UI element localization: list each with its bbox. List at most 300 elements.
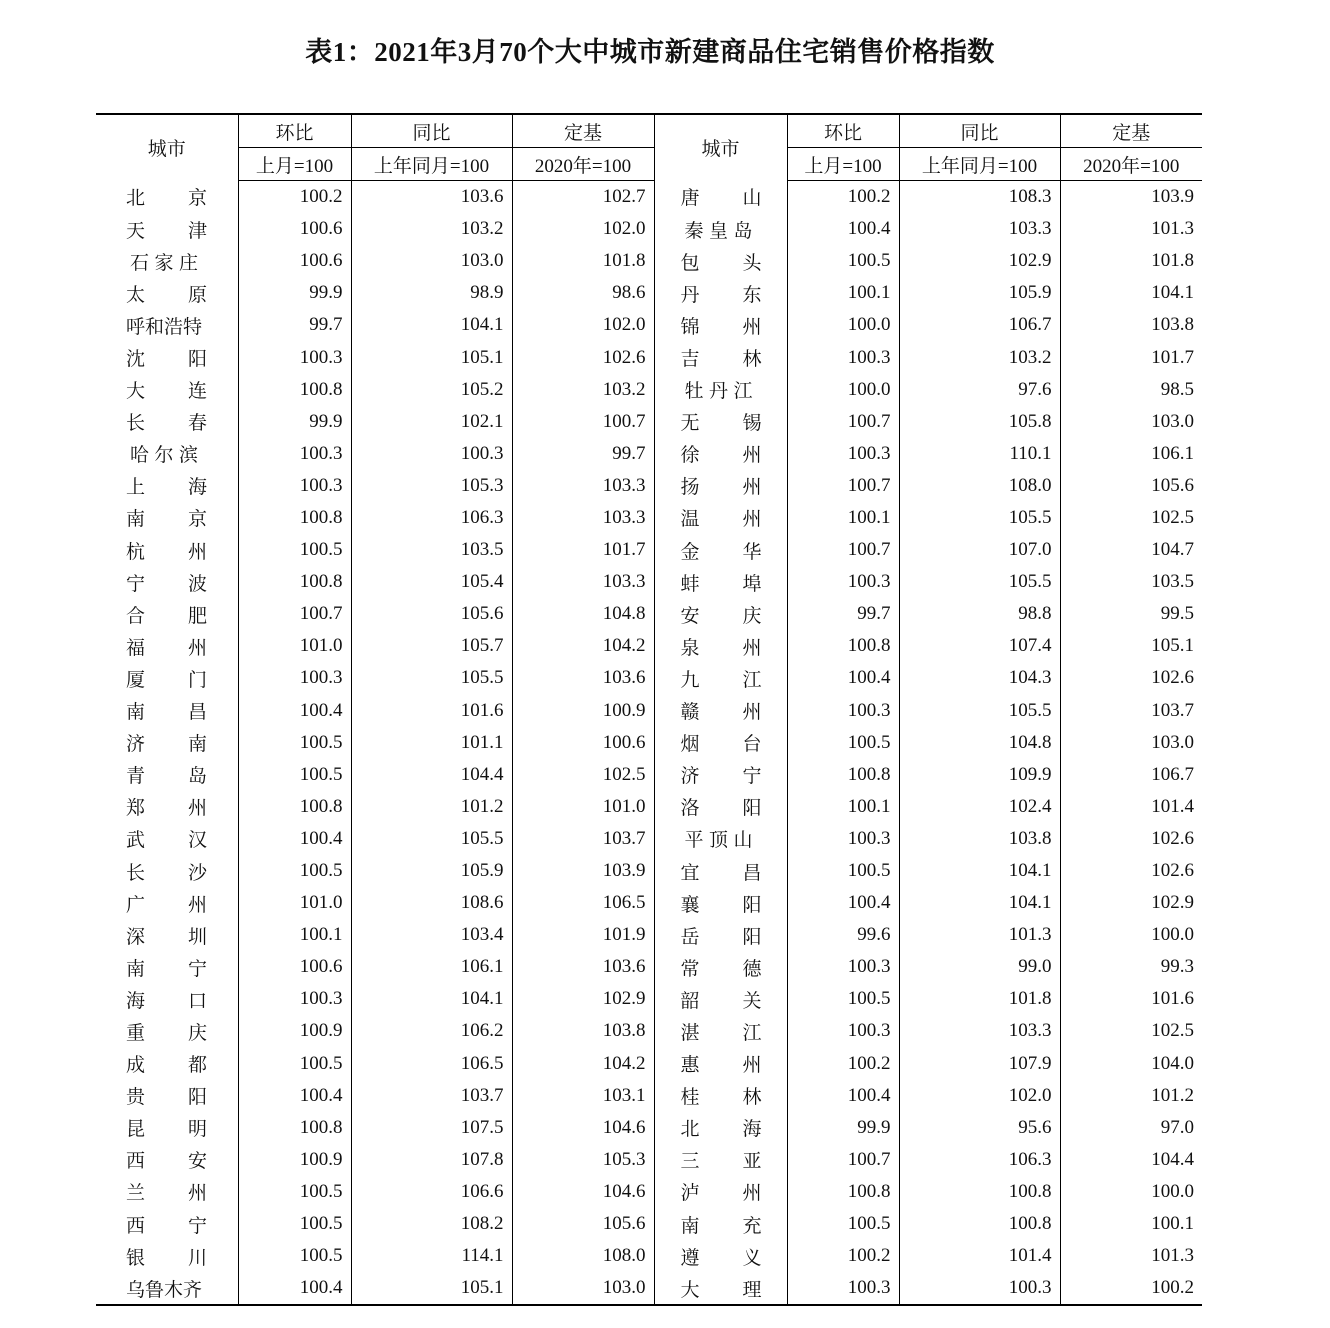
city-char: 山 bbox=[733, 830, 753, 852]
city-char: 埠 bbox=[742, 573, 762, 595]
city-name-right bbox=[681, 1082, 762, 1109]
city-char: 明 bbox=[187, 1119, 207, 1141]
city-char: 北 bbox=[126, 188, 146, 210]
city-char: 海 bbox=[126, 990, 146, 1012]
city-name-left-cell bbox=[96, 630, 238, 662]
city-name-right bbox=[681, 1018, 762, 1045]
base-value-left: 102.5 bbox=[512, 759, 654, 791]
city-name-left: 乌鲁木齐 bbox=[126, 1279, 203, 1301]
city-char: 宁 bbox=[742, 766, 762, 788]
mom-value-left: 100.8 bbox=[238, 502, 351, 534]
city-char: 长 bbox=[126, 862, 146, 884]
yoy-value-right: 100.8 bbox=[899, 1176, 1060, 1208]
city-char: 州 bbox=[742, 477, 762, 499]
base-value-right: 106.7 bbox=[1060, 759, 1202, 791]
city-char: 石 bbox=[130, 252, 150, 274]
city-name-right-cell bbox=[654, 1112, 787, 1144]
city-char: 金 bbox=[680, 541, 700, 563]
city-char: 太 bbox=[126, 284, 146, 306]
city-char: 济 bbox=[680, 766, 700, 788]
city-char: 九 bbox=[680, 669, 700, 691]
city-char: 江 bbox=[742, 1022, 762, 1044]
base-value-right: 101.6 bbox=[1060, 983, 1202, 1015]
city-name-right-cell bbox=[654, 598, 787, 630]
city-name-right-cell bbox=[654, 566, 787, 598]
mom-value-right: 100.5 bbox=[787, 855, 899, 887]
city-char: 泉 bbox=[680, 637, 700, 659]
city-char: 哈 bbox=[130, 445, 150, 467]
city-name-left bbox=[126, 1018, 207, 1045]
city-name-right bbox=[681, 537, 762, 564]
city-name-left-cell bbox=[96, 470, 238, 502]
city-name-left bbox=[126, 1050, 207, 1077]
yoy-value-right: 103.3 bbox=[899, 213, 1060, 245]
yoy-value-right: 102.9 bbox=[899, 245, 1060, 277]
city-char: 头 bbox=[742, 252, 762, 274]
base-value-right: 101.7 bbox=[1060, 341, 1202, 373]
city-char: 南 bbox=[126, 958, 146, 980]
city-name-left-cell bbox=[96, 406, 238, 438]
mom-value-right: 100.4 bbox=[787, 213, 899, 245]
city-name-left bbox=[126, 601, 207, 628]
city-char: 贵 bbox=[126, 1087, 146, 1109]
mom-value-right: 100.5 bbox=[787, 727, 899, 759]
base-value-right: 101.4 bbox=[1060, 791, 1202, 823]
base-value-left: 104.8 bbox=[512, 598, 654, 630]
table-row bbox=[96, 1208, 1202, 1240]
mom-value-left: 100.5 bbox=[238, 855, 351, 887]
city-char: 温 bbox=[680, 509, 700, 531]
city-name-left-cell bbox=[96, 983, 238, 1015]
city-char: 肥 bbox=[187, 605, 207, 627]
city-name-right bbox=[681, 601, 762, 628]
city-char: 尔 bbox=[154, 445, 174, 467]
city-char: 州 bbox=[742, 316, 762, 338]
city-name-left bbox=[126, 504, 207, 531]
city-name-left bbox=[126, 1178, 207, 1205]
city-name-right bbox=[681, 376, 753, 403]
city-name-left-cell bbox=[96, 566, 238, 598]
base-value-right: 99.5 bbox=[1060, 598, 1202, 630]
city-name-right-cell bbox=[654, 1176, 787, 1208]
mom-value-right: 100.4 bbox=[787, 887, 899, 919]
base-value-left: 103.3 bbox=[512, 502, 654, 534]
city-name-left-cell bbox=[96, 1176, 238, 1208]
city-name-right-cell bbox=[654, 181, 787, 214]
yoy-value-left: 103.0 bbox=[351, 245, 512, 277]
table-row bbox=[96, 951, 1202, 983]
city-name-left-cell bbox=[96, 1144, 238, 1176]
mom-value-left: 100.2 bbox=[238, 181, 351, 214]
mom-value-right: 99.9 bbox=[787, 1112, 899, 1144]
city-name-left-cell bbox=[96, 438, 238, 470]
city-name-left-cell bbox=[96, 598, 238, 630]
city-name-left bbox=[126, 890, 207, 917]
table-row bbox=[96, 1015, 1202, 1047]
city-char: 海 bbox=[187, 477, 207, 499]
city-name-right-cell bbox=[654, 630, 787, 662]
yoy-value-left: 106.5 bbox=[351, 1048, 512, 1080]
city-char: 福 bbox=[126, 637, 146, 659]
city-char: 秦 bbox=[684, 220, 704, 242]
city-name-left-cell bbox=[96, 855, 238, 887]
yoy-value-right: 103.3 bbox=[899, 1015, 1060, 1047]
city-name-right bbox=[681, 665, 762, 692]
mom-value-right: 100.5 bbox=[787, 983, 899, 1015]
city-char: 门 bbox=[187, 669, 207, 691]
yoy-value-left: 105.3 bbox=[351, 470, 512, 502]
city-char: 津 bbox=[187, 220, 207, 242]
city-char: 德 bbox=[742, 958, 762, 980]
table-row bbox=[96, 791, 1202, 823]
yoy-value-right: 105.8 bbox=[899, 406, 1060, 438]
header-yoy-sub-right: 上年同月=100 bbox=[899, 148, 1060, 181]
city-name-left-cell bbox=[96, 695, 238, 727]
table-row bbox=[96, 277, 1202, 309]
city-name-right-cell bbox=[654, 662, 787, 694]
base-value-right: 104.1 bbox=[1060, 277, 1202, 309]
base-value-right: 101.2 bbox=[1060, 1080, 1202, 1112]
yoy-value-right: 106.3 bbox=[899, 1144, 1060, 1176]
mom-value-right: 100.7 bbox=[787, 534, 899, 566]
table-row bbox=[96, 855, 1202, 887]
city-char: 阳 bbox=[742, 798, 762, 820]
mom-value-left: 100.8 bbox=[238, 374, 351, 406]
city-char: 山 bbox=[742, 188, 762, 210]
city-char: 宁 bbox=[187, 1215, 207, 1237]
yoy-value-left: 105.7 bbox=[351, 630, 512, 662]
city-name-left-cell bbox=[96, 245, 238, 277]
city-char: 南 bbox=[126, 509, 146, 531]
mom-value-right: 100.3 bbox=[787, 1015, 899, 1047]
base-value-left: 103.9 bbox=[512, 855, 654, 887]
base-value-right: 106.1 bbox=[1060, 438, 1202, 470]
yoy-value-right: 105.9 bbox=[899, 277, 1060, 309]
base-value-left: 102.9 bbox=[512, 983, 654, 1015]
yoy-value-right: 100.8 bbox=[899, 1208, 1060, 1240]
base-value-left: 103.6 bbox=[512, 951, 654, 983]
city-char: 沈 bbox=[126, 349, 146, 371]
city-name-right bbox=[681, 697, 762, 724]
table-row bbox=[96, 213, 1202, 245]
city-char: 林 bbox=[742, 349, 762, 371]
yoy-value-left: 100.3 bbox=[351, 438, 512, 470]
mom-value-right: 100.8 bbox=[787, 630, 899, 662]
city-char: 赣 bbox=[680, 702, 700, 724]
city-name-right-cell bbox=[654, 695, 787, 727]
city-char: 兰 bbox=[126, 1183, 146, 1205]
city-char: 锡 bbox=[742, 413, 762, 435]
table-row bbox=[96, 1112, 1202, 1144]
header-yoy-left: 同比 bbox=[351, 114, 512, 148]
city-char: 庆 bbox=[742, 605, 762, 627]
city-char: 襄 bbox=[680, 894, 700, 916]
city-name-right-cell bbox=[654, 309, 787, 341]
mom-value-right: 100.7 bbox=[787, 470, 899, 502]
city-name-left-cell bbox=[96, 534, 238, 566]
base-value-right: 104.4 bbox=[1060, 1144, 1202, 1176]
city-char: 顶 bbox=[708, 830, 728, 852]
yoy-value-right: 109.9 bbox=[899, 759, 1060, 791]
city-char: 锦 bbox=[680, 316, 700, 338]
city-char: 南 bbox=[187, 734, 207, 756]
city-name-left-cell bbox=[96, 1272, 238, 1305]
city-char: 烟 bbox=[680, 734, 700, 756]
city-char: 丹 bbox=[680, 284, 700, 306]
yoy-value-right: 104.1 bbox=[899, 855, 1060, 887]
city-char: 广 bbox=[126, 894, 146, 916]
yoy-value-left: 105.9 bbox=[351, 855, 512, 887]
city-char: 上 bbox=[126, 477, 146, 499]
mom-value-right: 100.3 bbox=[787, 951, 899, 983]
city-char: 庆 bbox=[187, 1022, 207, 1044]
mom-value-right: 100.5 bbox=[787, 245, 899, 277]
mom-value-left: 100.3 bbox=[238, 983, 351, 1015]
base-value-left: 102.0 bbox=[512, 309, 654, 341]
header-base-sub-right: 2020年=100 bbox=[1060, 148, 1202, 181]
city-char: 京 bbox=[187, 509, 207, 531]
city-name-left-cell bbox=[96, 277, 238, 309]
base-value-right: 102.9 bbox=[1060, 887, 1202, 919]
yoy-value-right: 104.1 bbox=[899, 887, 1060, 919]
city-char: 唐 bbox=[680, 188, 700, 210]
city-name-right-cell bbox=[654, 887, 787, 919]
city-char: 州 bbox=[187, 798, 207, 820]
mom-value-left: 100.3 bbox=[238, 341, 351, 373]
city-char: 牡 bbox=[684, 381, 704, 403]
city-char: 海 bbox=[742, 1119, 762, 1141]
city-name-right-cell bbox=[654, 951, 787, 983]
city-char: 宁 bbox=[126, 573, 146, 595]
yoy-value-right: 105.5 bbox=[899, 502, 1060, 534]
city-name-left bbox=[126, 216, 207, 243]
city-name-left bbox=[126, 280, 207, 307]
city-char: 包 bbox=[680, 252, 700, 274]
city-name-right-cell bbox=[654, 406, 787, 438]
city-char: 扬 bbox=[680, 477, 700, 499]
city-char: 杭 bbox=[126, 541, 146, 563]
base-value-right: 102.6 bbox=[1060, 823, 1202, 855]
city-name-left bbox=[126, 408, 207, 435]
city-char: 成 bbox=[126, 1055, 146, 1077]
yoy-value-left: 101.1 bbox=[351, 727, 512, 759]
yoy-value-right: 108.3 bbox=[899, 181, 1060, 214]
city-name-left bbox=[126, 440, 198, 467]
city-name-right bbox=[681, 248, 762, 275]
city-char: 家 bbox=[154, 252, 174, 274]
base-value-right: 97.0 bbox=[1060, 1112, 1202, 1144]
mom-value-right: 100.3 bbox=[787, 695, 899, 727]
city-char: 徐 bbox=[680, 445, 700, 467]
city-name-right-cell bbox=[654, 1144, 787, 1176]
city-name-left-cell bbox=[96, 1080, 238, 1112]
base-value-left: 101.7 bbox=[512, 534, 654, 566]
city-name-right bbox=[681, 633, 762, 660]
base-value-left: 106.5 bbox=[512, 887, 654, 919]
base-value-right: 104.0 bbox=[1060, 1048, 1202, 1080]
city-name-left bbox=[126, 344, 207, 371]
table-row bbox=[96, 598, 1202, 630]
table-row bbox=[96, 534, 1202, 566]
table-body bbox=[96, 181, 1202, 1306]
city-char: 泸 bbox=[680, 1183, 700, 1205]
city-char: 宜 bbox=[680, 862, 700, 884]
yoy-value-left: 103.4 bbox=[351, 919, 512, 951]
city-char: 州 bbox=[187, 637, 207, 659]
city-name-left bbox=[126, 472, 207, 499]
city-name-right bbox=[681, 344, 762, 371]
city-name-right-cell bbox=[654, 438, 787, 470]
city-name-left bbox=[126, 537, 207, 564]
city-name-left-cell bbox=[96, 1112, 238, 1144]
header-yoy-sub-left: 上年同月=100 bbox=[351, 148, 512, 181]
city-name-right bbox=[681, 280, 762, 307]
base-value-right: 101.8 bbox=[1060, 245, 1202, 277]
table-row bbox=[96, 1176, 1202, 1208]
yoy-value-right: 98.8 bbox=[899, 598, 1060, 630]
base-value-left: 108.0 bbox=[512, 1240, 654, 1272]
base-value-left: 102.0 bbox=[512, 213, 654, 245]
base-value-right: 104.7 bbox=[1060, 534, 1202, 566]
city-name-left-cell bbox=[96, 341, 238, 373]
city-char: 关 bbox=[742, 990, 762, 1012]
base-value-left: 104.2 bbox=[512, 630, 654, 662]
base-value-right: 103.0 bbox=[1060, 727, 1202, 759]
city-name-left-cell bbox=[96, 309, 238, 341]
city-char: 湛 bbox=[680, 1022, 700, 1044]
city-char: 大 bbox=[680, 1279, 700, 1301]
table-row bbox=[96, 341, 1202, 373]
yoy-value-left: 108.6 bbox=[351, 887, 512, 919]
base-value-left: 100.7 bbox=[512, 406, 654, 438]
city-char: 南 bbox=[126, 702, 146, 724]
city-name-right bbox=[681, 1146, 762, 1173]
city-char: 遵 bbox=[680, 1247, 700, 1269]
city-char: 州 bbox=[742, 445, 762, 467]
yoy-value-left: 103.5 bbox=[351, 534, 512, 566]
city-char: 庄 bbox=[178, 252, 198, 274]
yoy-value-right: 104.8 bbox=[899, 727, 1060, 759]
city-name-right-cell bbox=[654, 374, 787, 406]
mom-value-right: 100.4 bbox=[787, 662, 899, 694]
city-name-right bbox=[681, 761, 762, 788]
mom-value-left: 100.3 bbox=[238, 470, 351, 502]
city-char: 合 bbox=[126, 605, 146, 627]
base-value-right: 102.6 bbox=[1060, 662, 1202, 694]
table-row bbox=[96, 695, 1202, 727]
city-name-right-cell bbox=[654, 502, 787, 534]
yoy-value-left: 114.1 bbox=[351, 1240, 512, 1272]
city-char: 天 bbox=[126, 220, 146, 242]
city-name-left-cell bbox=[96, 791, 238, 823]
yoy-value-right: 102.0 bbox=[899, 1080, 1060, 1112]
city-name-right-cell bbox=[654, 277, 787, 309]
base-value-left: 103.2 bbox=[512, 374, 654, 406]
city-name-right-cell bbox=[654, 245, 787, 277]
city-name-right bbox=[681, 440, 762, 467]
yoy-value-left: 101.2 bbox=[351, 791, 512, 823]
city-char: 昌 bbox=[187, 702, 207, 724]
city-name-right bbox=[681, 890, 762, 917]
yoy-value-left: 103.7 bbox=[351, 1080, 512, 1112]
yoy-value-left: 106.2 bbox=[351, 1015, 512, 1047]
base-value-left: 101.9 bbox=[512, 919, 654, 951]
table-row bbox=[96, 630, 1202, 662]
base-value-right: 100.0 bbox=[1060, 919, 1202, 951]
base-value-left: 99.7 bbox=[512, 438, 654, 470]
mom-value-left: 100.4 bbox=[238, 823, 351, 855]
city-name-left-cell bbox=[96, 823, 238, 855]
city-name-right bbox=[681, 1050, 762, 1077]
city-char: 阳 bbox=[742, 926, 762, 948]
city-name-left-cell bbox=[96, 502, 238, 534]
yoy-value-right: 99.0 bbox=[899, 951, 1060, 983]
city-name-right bbox=[681, 1243, 762, 1270]
city-char: 大 bbox=[126, 381, 146, 403]
city-char: 滨 bbox=[178, 445, 198, 467]
header-city-right: 城市 bbox=[654, 114, 787, 181]
city-char: 波 bbox=[187, 573, 207, 595]
city-name-left bbox=[126, 248, 198, 275]
table-row bbox=[96, 438, 1202, 470]
header-base-right: 定基 bbox=[1060, 114, 1202, 148]
mom-value-right: 100.3 bbox=[787, 566, 899, 598]
mom-value-right: 100.2 bbox=[787, 181, 899, 214]
table-row bbox=[96, 1240, 1202, 1272]
city-name-left-cell bbox=[96, 662, 238, 694]
header-base-left: 定基 bbox=[512, 114, 654, 148]
mom-value-right: 100.7 bbox=[787, 1144, 899, 1176]
city-name-left-cell bbox=[96, 951, 238, 983]
base-value-right: 102.6 bbox=[1060, 855, 1202, 887]
header-mom-right: 环比 bbox=[787, 114, 899, 148]
yoy-value-left: 105.4 bbox=[351, 566, 512, 598]
yoy-value-left: 101.6 bbox=[351, 695, 512, 727]
base-value-right: 100.0 bbox=[1060, 1176, 1202, 1208]
base-value-left: 105.3 bbox=[512, 1144, 654, 1176]
table-row bbox=[96, 566, 1202, 598]
yoy-value-left: 107.8 bbox=[351, 1144, 512, 1176]
city-name-left bbox=[126, 922, 207, 949]
city-name-left bbox=[126, 183, 207, 210]
city-name-right-cell bbox=[654, 470, 787, 502]
table-row bbox=[96, 309, 1202, 341]
city-char: 州 bbox=[742, 637, 762, 659]
mom-value-right: 100.7 bbox=[787, 406, 899, 438]
yoy-value-left: 103.6 bbox=[351, 181, 512, 214]
mom-value-left: 100.5 bbox=[238, 1240, 351, 1272]
mom-value-right: 100.4 bbox=[787, 1080, 899, 1112]
mom-value-right: 100.2 bbox=[787, 1048, 899, 1080]
mom-value-right: 100.1 bbox=[787, 791, 899, 823]
city-name-right-cell bbox=[654, 1208, 787, 1240]
city-char: 理 bbox=[742, 1279, 762, 1301]
city-char: 长 bbox=[126, 413, 146, 435]
city-char: 三 bbox=[680, 1151, 700, 1173]
city-char: 南 bbox=[680, 1215, 700, 1237]
table-row bbox=[96, 406, 1202, 438]
city-name-left bbox=[126, 633, 207, 660]
city-name-right-cell bbox=[654, 1048, 787, 1080]
yoy-value-right: 108.0 bbox=[899, 470, 1060, 502]
base-value-right: 100.1 bbox=[1060, 1208, 1202, 1240]
mom-value-left: 100.5 bbox=[238, 534, 351, 566]
mom-value-left: 100.9 bbox=[238, 1144, 351, 1176]
mom-value-left: 100.6 bbox=[238, 245, 351, 277]
base-value-right: 99.3 bbox=[1060, 951, 1202, 983]
mom-value-left: 100.5 bbox=[238, 1208, 351, 1240]
city-char: 厦 bbox=[126, 669, 146, 691]
